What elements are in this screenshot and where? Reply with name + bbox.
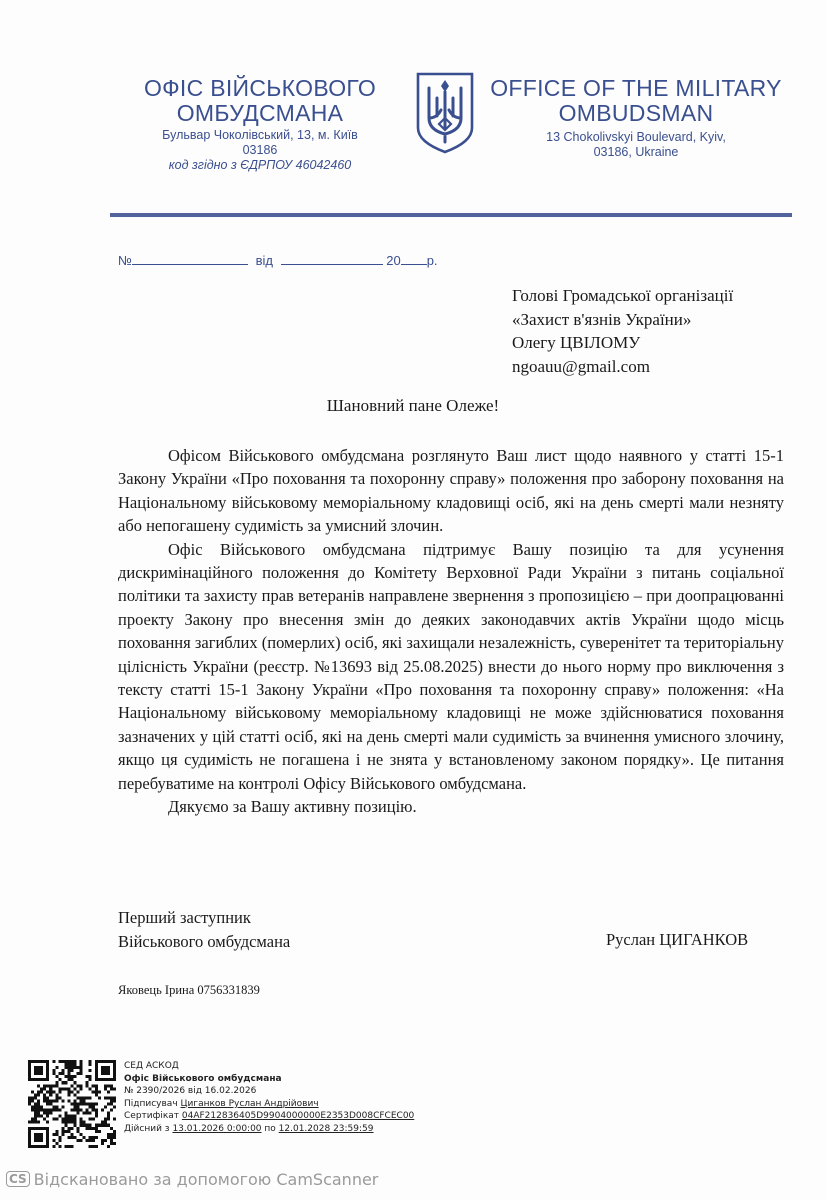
salutation: Шановний пане Олеже!: [326, 396, 500, 415]
addressee-name: Олегу ЦВІЛОМУ: [512, 333, 641, 352]
body-paragraph-3: Дякуємо за Вашу активну позицію.: [168, 797, 417, 817]
executor-info: Яковець Ірина 0756331839: [118, 983, 260, 997]
stamp-org: Офіс Військового омбудсмана: [124, 1073, 282, 1084]
header-divider: [110, 213, 792, 217]
signatory-position-line1: Перший заступник: [118, 908, 251, 927]
header-ukrainian: [110, 76, 410, 173]
reg-year-prefix: 20: [386, 253, 401, 268]
org-title-uk-line2: ОМБУДСМАНА: [176, 100, 344, 126]
stamp-signer: Циганков Руслан Андрійович: [180, 1098, 319, 1109]
stamp-cert-row: [124, 1110, 414, 1123]
addressee-block: [512, 284, 733, 378]
org-title-en-line2: OMBUDSMAN: [558, 100, 714, 126]
stamp-reg: № 2390/2026 від 16.02.2026: [124, 1086, 257, 1097]
body-paragraph-2: Офіс Військового омбудсмана підтримує Вашу позицію та для усунення дискримінаційного положення до Комітету Верховної Ради України з питань соціальної політики та захисту прав ветеранів направлене звернення з пропозицією – при доопрацюванні проекту Закону про внесення змін до деяких законодавчих актів України щодо місць поховання загиблих (померлих) осіб, які захищали незалежність, суверенітет та територіальну цілісність України (реєстр. №13693 від 25.08.2025) внести до нього норму про виключення з тексту статті 15-1 Закону України «Про поховання та похоронну справу» положення: «На Національному військовому меморіальному кладовищі не може здійснюватися поховання зазначених у цій статті осіб, які на день смерті мали судимість за вчинення умисного злочину, якщо ця судимість не погашена і не знята у встановленому законом порядку». Це питання перебуватиме на контролі Офісу Військового омбудсмана.: [118, 539, 784, 793]
reg-from-label: від: [255, 253, 273, 268]
stamp-signer-row: [124, 1098, 414, 1111]
signatory-position: [118, 906, 290, 953]
header-english: [484, 76, 788, 160]
org-address-en-line2: 03186, Ukraine: [593, 145, 679, 159]
org-title-en-line1: OFFICE OF THE MILITARY: [490, 75, 782, 101]
reg-year-suffix: р.: [426, 253, 438, 268]
reg-number-blank: [132, 252, 248, 265]
stamp-valid-to-label: по: [264, 1123, 276, 1134]
qr-modules: [28, 1060, 116, 1148]
qr-code-icon: [28, 1060, 116, 1148]
camscanner-text: Відскановано за допомогою CamScanner: [33, 1170, 379, 1189]
camscanner-watermark: [6, 1170, 378, 1189]
stamp-valid-label: Дійсний з: [124, 1123, 170, 1134]
stamp-cert-label: Сертифікат: [124, 1111, 180, 1122]
org-address-en-line1: 13 Chokolivskyi Boulevard, Kyiv,: [546, 130, 726, 144]
org-code-uk: код згідно з ЄДРПОУ 46042460: [168, 158, 352, 172]
org-title-uk-line1: ОФІС ВІЙСЬКОВОГО: [143, 75, 377, 101]
letter-body: [118, 444, 784, 819]
trident-emblem-icon: [415, 72, 475, 154]
e-signature-stamp: [124, 1060, 414, 1136]
stamp-system: СЕД АСКОД: [124, 1061, 179, 1071]
org-address-uk-line1: Бульвар Чоколівський, 13, м. Київ: [162, 128, 358, 142]
camscanner-logo-icon: CS: [6, 1171, 30, 1187]
registration-line: [118, 252, 438, 268]
org-address-uk-line2: 03186: [242, 143, 278, 157]
stamp-valid-from: 13.01.2026 0:00:00: [172, 1123, 262, 1134]
stamp-signer-label: Підписувач: [124, 1098, 178, 1109]
stamp-valid-row: [124, 1123, 414, 1136]
stamp-valid-to: 12.01.2028 23:59:59: [278, 1123, 374, 1134]
addressee-email: ngoauu@gmail.com: [512, 356, 650, 376]
stamp-cert: 04AF212836405D9904000000E2353D008CFCEC00: [181, 1111, 415, 1122]
body-paragraph-1: Офісом Військового омбудсмана розглянуто Ваш лист щодо наявного у статті 15-1 Закону України «Про поховання та похоронну справу» положення про заборону поховання на Національному військовому меморіальному кладовищі осіб, які на день смерті мали незняту або непогашену судимість за умисний злочин.: [118, 446, 784, 536]
addressee-line2: «Захист в'язнів України»: [512, 309, 692, 329]
signatory-position-line2: Військового омбудсмана: [118, 931, 291, 951]
reg-date-blank: [281, 252, 383, 265]
signatory-name: Руслан ЦИГАНКОВ: [606, 930, 749, 949]
reg-number-prefix: №: [118, 253, 132, 268]
addressee-line1: Голові Громадської організації: [512, 286, 734, 305]
reg-year-blank: [401, 252, 427, 265]
